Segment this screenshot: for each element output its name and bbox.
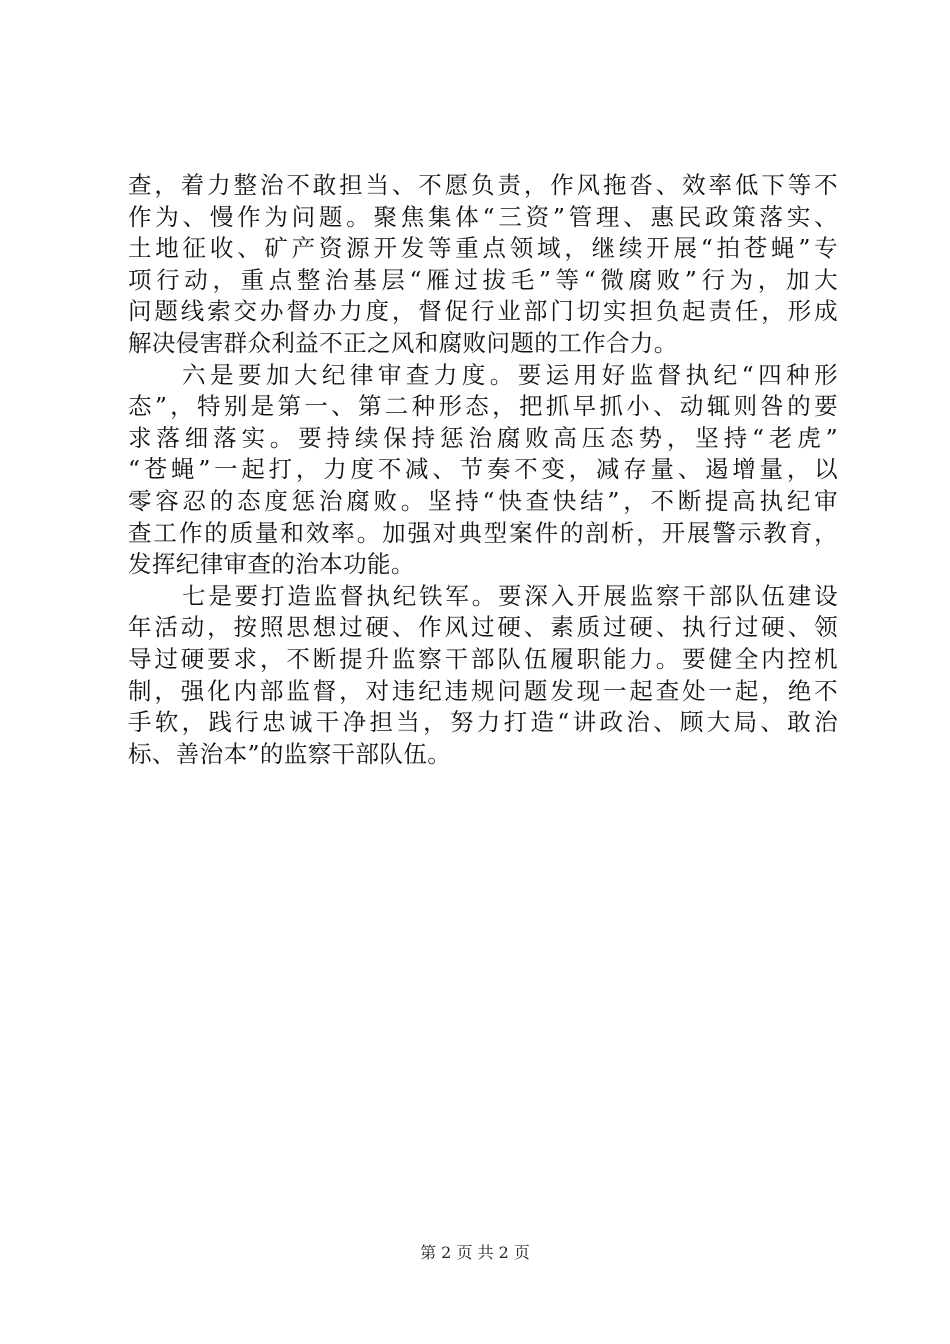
text-line: 零容忍的态度惩治腐败。坚持“快查快结”，不断提高执纪审 xyxy=(128,486,838,515)
page-number-footer: 第 2 页 共 2 页 xyxy=(420,1243,530,1262)
text-line: 年活动，按照思想过硬、作风过硬、素质过硬、执行过硬、领 xyxy=(128,613,838,642)
text-line: 土地征收、矿产资源开发等重点领域，继续开展“拍苍蝇”专 xyxy=(128,234,838,263)
paragraph-continued xyxy=(128,170,838,360)
text-line: 查工作的质量和效率。加强对典型案件的剖析，开展警示教育， xyxy=(128,518,838,547)
text-line: 态”，特别是第一、第二种形态，把抓早抓小、动辄则咎的要 xyxy=(128,392,838,421)
text-line: 七是要打造监督执纪铁军。要深入开展监察干部队伍建设 xyxy=(182,581,838,610)
text-line: 发挥纪律审查的治本功能。 xyxy=(128,550,415,579)
text-line: “苍蝇”一起打，力度不减、节奏不变，减存量、遏增量，以 xyxy=(128,455,838,484)
text-line: 导过硬要求，不断提升监察干部队伍履职能力。要健全内控机 xyxy=(128,644,838,673)
text-line: 解决侵害群众利益不正之风和腐败问题的工作合力。 xyxy=(128,328,678,357)
text-line: 项行动，重点整治基层“雁过拔毛”等“微腐败”行为，加大 xyxy=(128,265,838,294)
text-line: 标、善治本”的监察干部队伍。 xyxy=(128,739,452,768)
paragraph-seven xyxy=(128,581,838,771)
text-line: 手软，践行忠诚干净担当，努力打造“讲政治、顾大局、敢治 xyxy=(128,708,838,737)
text-line: 制，强化内部监督，对违纪违规问题发现一起查处一起，绝不 xyxy=(128,676,838,705)
text-line: 六是要加大纪律审查力度。要运用好监督执纪“四种形 xyxy=(182,360,838,389)
text-line: 求落细落实。要持续保持惩治腐败高压态势，坚持“老虎” xyxy=(128,423,838,452)
text-line: 作为、慢作为问题。聚焦集体“三资”管理、惠民政策落实、 xyxy=(128,202,838,231)
text-line: 问题线索交办督办力度，督促行业部门切实担负起责任，形成 xyxy=(128,297,838,326)
paragraph-six xyxy=(128,360,838,581)
document-body xyxy=(128,170,838,770)
text-line: 查，着力整治不敢担当、不愿负责，作风拖沓、效率低下等不 xyxy=(128,171,838,199)
